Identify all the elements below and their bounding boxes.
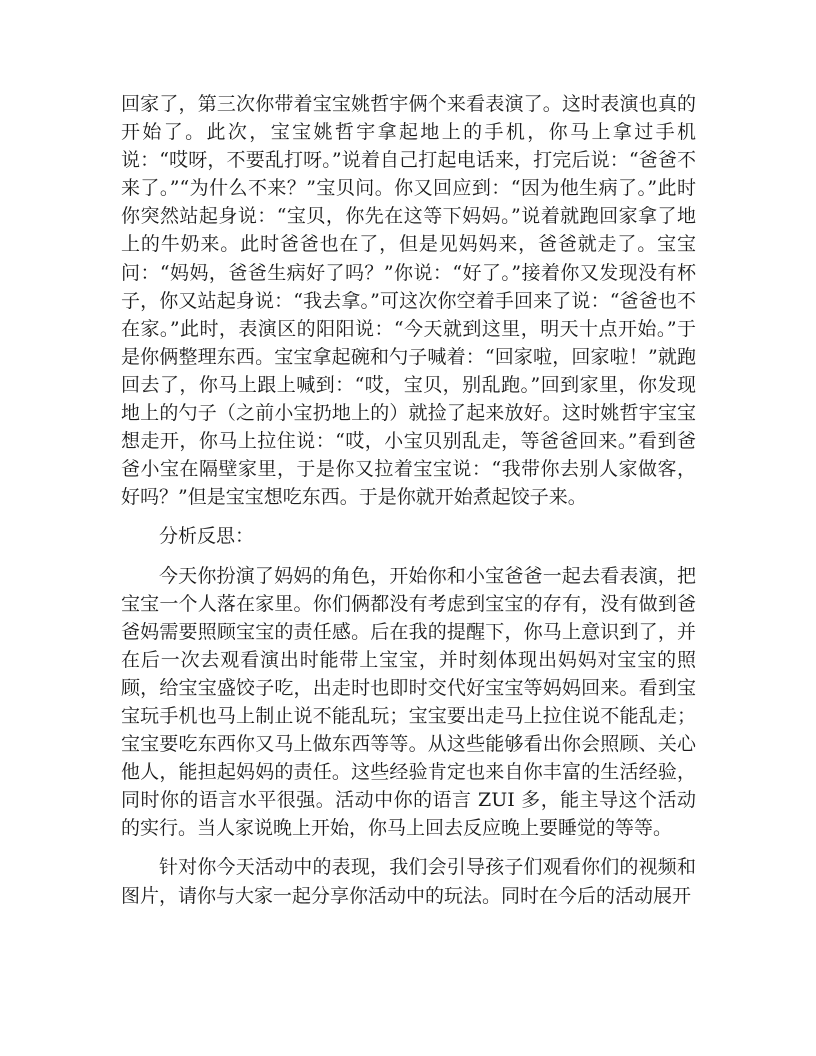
- follow-up-paragraph: 针对你今天活动中的表现，我们会引导孩子们观看你们的视频和图片，请你与大家一起分享你活动中的玩法。同时在今后的活动展开: [121, 856, 696, 907]
- narrative-paragraph: 回家了，第三次你带着宝宝姚哲宇俩个来看表演了。这时表演也真的开始了。此次，宝宝姚哲宇拿起地上的手机，你马上拿过手机说：“哎呀，不要乱打呀。”说着自己打起电话来，打完后说：“爸爸不来了。”“为什么不来？”宝贝问。你又回应到：“因为他生病了。”此时你突然站起身说：“宝贝，你先在这等下妈妈。”说着就跑回家拿了地上的牛奶来。此时爸爸也在了，但是见妈妈来，爸爸就走了。宝宝问：“妈妈，爸爸生病好了吗？”你说：“好了。”接着你又发现没有杯子，你又站起身说：“我去拿。”可这次你空着手回来了说：“爸爸也不在家。”此时，表演区的阳阳说：“今天就到这里，明天十点开始。”于是你俩整理东西。宝宝拿起碗和勺子喊着：“回家啦，回家啦！”就跑回去了，你马上跟上喊到：“哎，宝贝，别乱跑。”回到家里，你发现地上的勺子（之前小宝扔地上的）就捡了起来放好。这时姚哲宇宝宝想走开，你马上拉住说：“哎，小宝贝别乱走，等爸爸回来。”看到爸爸小宝在隔壁家里，于是你又拉着宝宝说：“我带你去别人家做客，好吗？”但是宝宝想吃东西。于是你就开始煮起饺子来。: [121, 93, 696, 509]
- section-heading-analysis: 分析反思：: [159, 525, 255, 548]
- document-page: [121, 90, 696, 910]
- reflection-paragraph: 今天你扮演了妈妈的角色，开始你和小宝爸爸一起去看表演，把宝宝一个人落在家里。你们俩都没有考虑到宝宝的存有，没有做到爸爸妈需要照顾宝宝的责任感。后在我的提醒下，你马上意识到了，并在后一次去观看演出时能带上宝宝，并时刻体现出妈妈对宝宝的照顾，给宝宝盛饺子吃，出走时也即时交代好宝宝等妈妈回来。看到宝宝玩手机也马上制止说不能乱玩；宝宝要出走马上拉住说不能乱走；宝宝要吃东西你又马上做东西等等。从这些能够看出你会照顾、关心他人，能担起妈妈的责任。这些经验肯定也来自你丰富的生活经验，同时你的语言水平很强。活动中你的语言 ZUI 多，能主导这个活动的实行。当人家说晚上开始，你马上回去反应晚上要睡觉的等等。: [121, 564, 696, 840]
